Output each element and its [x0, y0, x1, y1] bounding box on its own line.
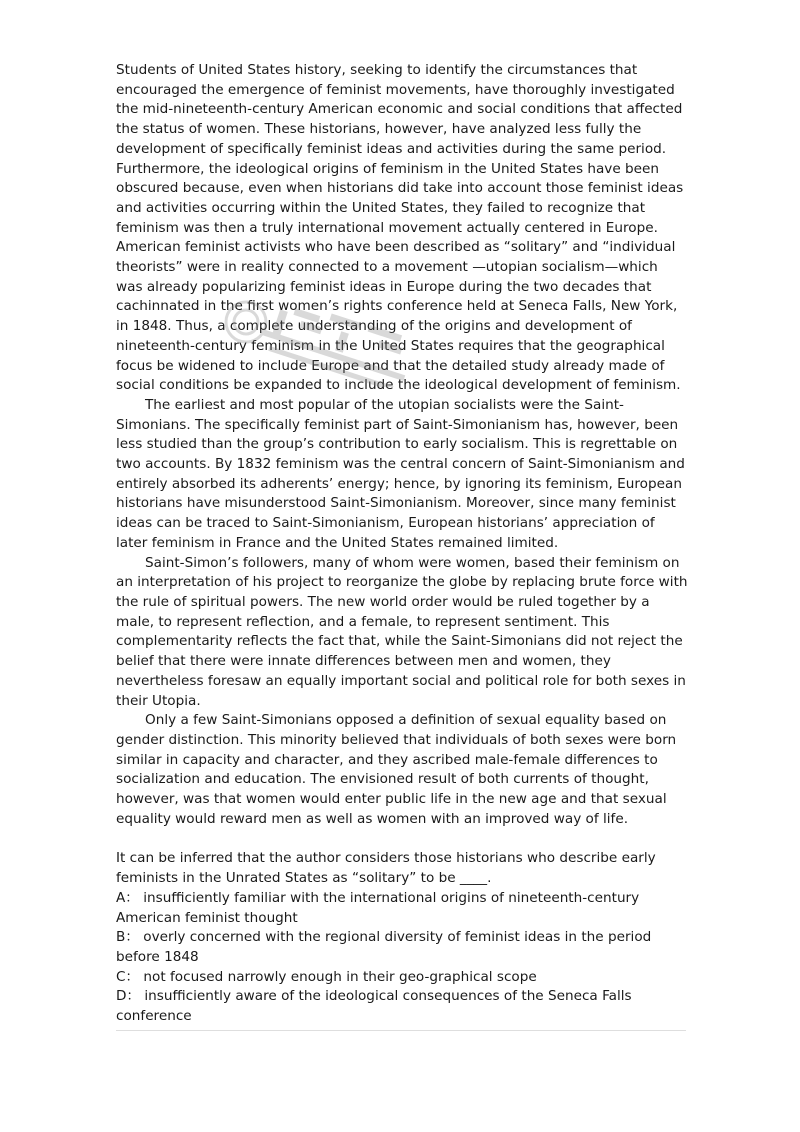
option-d-text: insufficiently aware of the ideological consequences of the Seneca Falls conference [116, 988, 632, 1025]
bottom-divider [116, 1030, 686, 1031]
option-a-text: insufficiently familiar with the international origins of nineteenth-century American feminist thought [116, 889, 640, 926]
option-d-letter: D： [116, 988, 141, 1005]
question-block [116, 849, 688, 1026]
option-c-letter: C： [116, 968, 140, 985]
passage-paragraph-2: The earliest and most popular of the utopian socialists were the Saint-Simonians. The specifically feminist part of Saint-Simonianism has, however, been less studied than the group’s contribution to early socialism. This is regrettable on two accounts. By 1832 feminism was the central concern of Saint-Simonianism and entirely absorbed its adherents’ energy; hence, by ignoring its feminism, European historians have misunderstood Saint-Simonianism. Moreover, since many feminist ideas can be traced to Saint-Simonianism, European historians’ appreciation of later feminism in France and the United States remained limited. [116, 396, 685, 551]
document-page [116, 61, 688, 1027]
option-a[interactable] [116, 889, 688, 928]
option-c-text: not focused narrowly enough in their geo-graphical scope [143, 968, 537, 985]
option-b-text: overly concerned with the regional diversity of feminist ideas in the period before 1848 [116, 929, 652, 965]
passage-paragraph-4: Only a few Saint-Simonians opposed a definition of sexual equality based on gender distinction. This minority believed that individuals of both sexes were born similar in capacity and character, and they ascribed male-female differences to socialization and education. The envisioned result of both currents of thought, however, was that women would enter public life in the new age and that sexual equality would reward men as well as women with an improved way of life. [116, 712, 677, 827]
option-d[interactable] [116, 987, 688, 1026]
passage-paragraph-1: Students of United States history, seeking to identify the circumstances that encouraged the emergence of feminist movements, have thoroughly investigated the mid-nineteenth-century American economic and social conditions that affected the status of women. These historians, however, have analyzed less fully the development of specifically feminist ideas and activities during the same period. Furthermore, the ideological origins of feminism in the United States have been obscured because, even when historians did take into account those feminist ideas and activities occurring within the United States, they failed to recognize that feminism was then a truly international movement actually centered in Europe. American feminist activists who have been described as “solitary” and “individual theorists” were in reality connected to a movement —utopian socialism—which was already popularizing feminist ideas in Europe during the two decades that cachinnated in the first women’s rights conference held at Seneca Falls, New York, in 1848. Thus, a complete understanding of the origins and development of nineteenth-century feminism in the United States requires that the geographical focus be widened to include Europe and that the detailed study already made of social conditions be expanded to include the ideological development of feminism. [116, 62, 684, 394]
option-b-letter: B： [116, 929, 139, 946]
question-stem: It can be inferred that the author considers those historians who describe early feminists in the Unrated States as “solitary” to be ____. [116, 850, 656, 887]
option-c[interactable] [116, 968, 688, 988]
option-a-letter: A： [116, 889, 139, 906]
option-b[interactable] [116, 928, 688, 967]
passage-paragraph-3: Saint-Simon’s followers, many of whom were women, based their feminism on an interpretation of his project to reorganize the globe by replacing brute force with the rule of spiritual powers. The new world order would be ruled together by a male, to represent reflection, and a female, to represent sentiment. This complementarity reflects the fact that, while the Saint-Simonians did not reject the belief that there were innate differences between men and women, they nevertheless foresaw an equally important social and political role for both sexes in their Utopia. [116, 554, 688, 709]
